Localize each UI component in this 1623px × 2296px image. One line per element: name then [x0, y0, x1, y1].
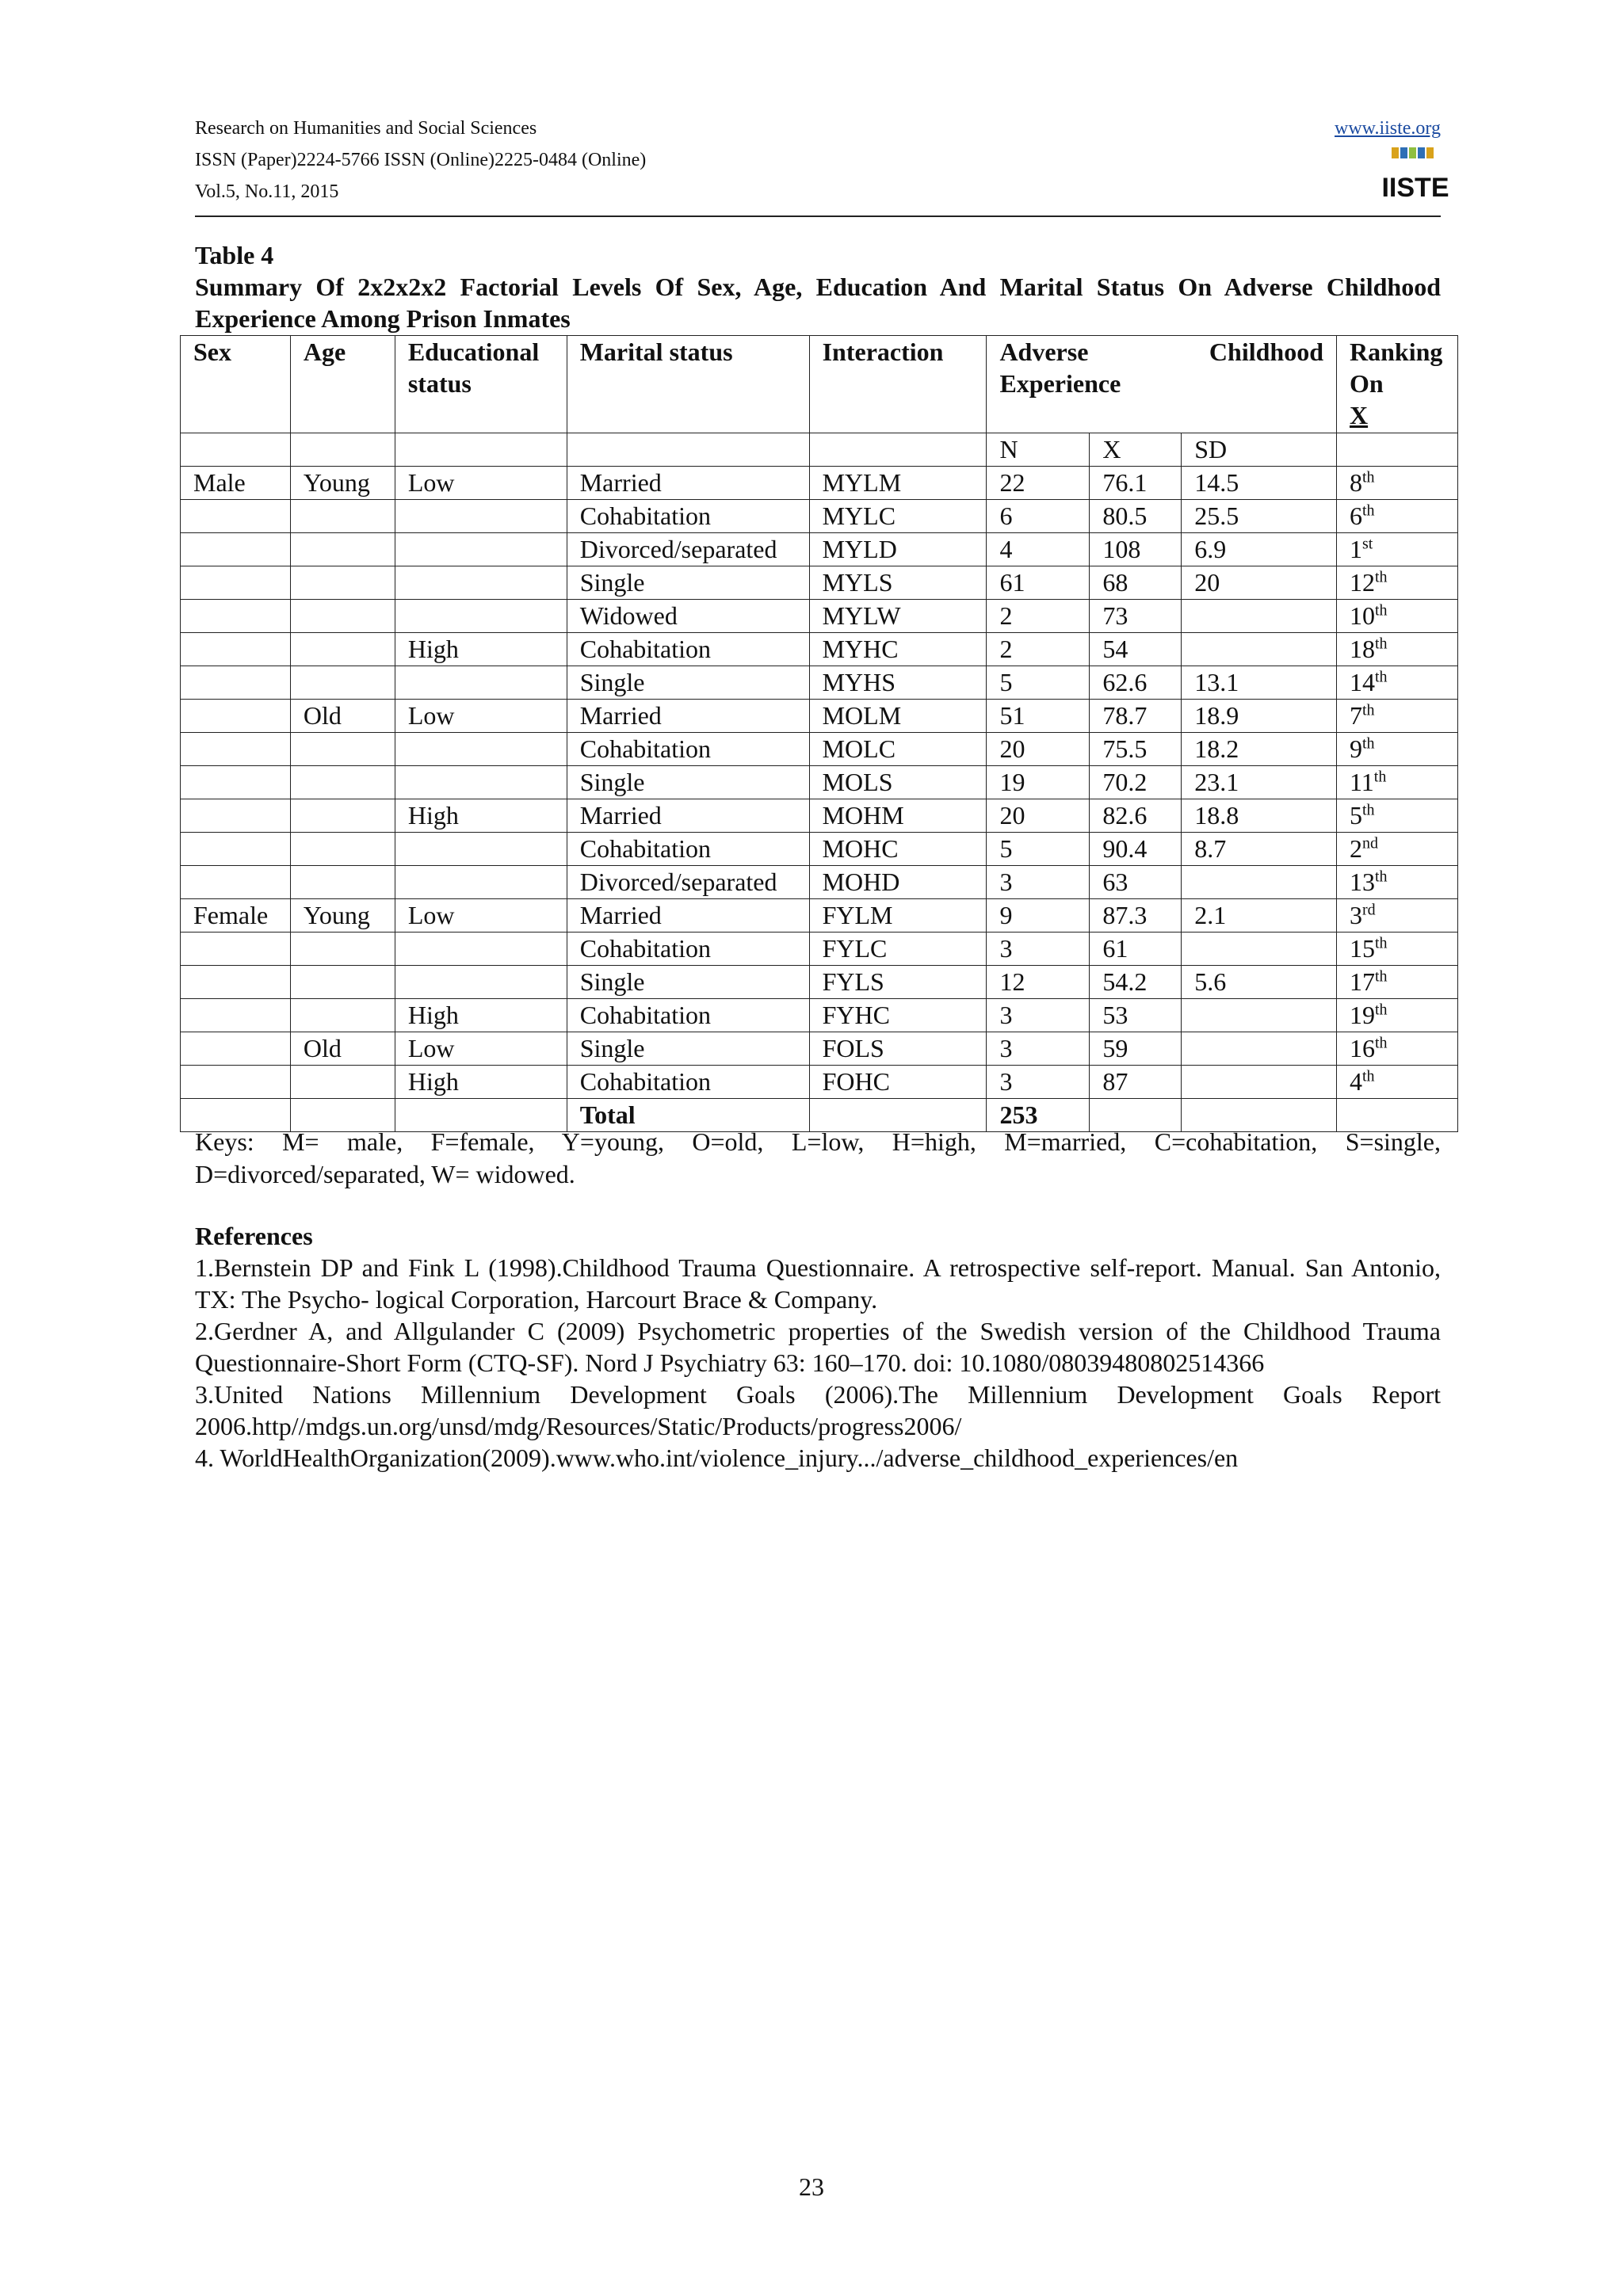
rank-suffix: th [1373, 768, 1387, 786]
cell-rank [1336, 1032, 1457, 1066]
rank-suffix: th [1361, 1067, 1375, 1085]
table-row [181, 799, 1458, 833]
cell-marital: Single [567, 1032, 809, 1066]
header-experience-word: Experience [999, 369, 1121, 398]
cell-marital: Single [567, 566, 809, 600]
reference-item: 3.United Nations Millennium Development Goals (2006).The Millennium Development Goals Report 2006.http//mdgs.un.org/unsd/mdg/Resources/Static/Products/progress2006/ [195, 1380, 1441, 1440]
cell-age [290, 933, 395, 966]
rank-number: 8 [1349, 468, 1362, 497]
cell-age [290, 566, 395, 600]
cell-sex [181, 700, 291, 733]
header-ranking-xbar: X [1349, 401, 1369, 429]
rank-number: 13 [1349, 868, 1375, 896]
cell-mean: 61 [1090, 933, 1182, 966]
header-age: Age [290, 336, 395, 433]
cell-education [395, 533, 567, 566]
cell-mean: 59 [1090, 1032, 1182, 1066]
table-row [181, 866, 1458, 899]
cell-n: 4 [987, 533, 1090, 566]
cell-marital: Married [567, 799, 809, 833]
cell-age [290, 999, 395, 1032]
cell-sex [181, 500, 291, 533]
cell-education [395, 966, 567, 999]
cell-mean: 80.5 [1090, 500, 1182, 533]
cell-n: 3 [987, 1066, 1090, 1099]
table-row [181, 733, 1458, 766]
cell-mean: 78.7 [1090, 700, 1182, 733]
table-keys: Keys: M= male, F=female, Y=young, O=old, L=low, H=high, M=married, C=cohabitation, S=single, D=divorced/separated, W= widowed. [195, 1127, 1441, 1188]
cell-interaction: FYLC [809, 933, 987, 966]
cell-sd [1182, 600, 1337, 633]
cell-age [290, 533, 395, 566]
cell-sex [181, 1032, 291, 1066]
cell-sex [181, 933, 291, 966]
cell-mean: 82.6 [1090, 799, 1182, 833]
cell-sex [181, 566, 291, 600]
volume-line: Vol.5, No.11, 2015 [195, 181, 339, 202]
cell-interaction: FOHC [809, 1066, 987, 1099]
cell-marital: Divorced/separated [567, 866, 809, 899]
rank-suffix: th [1374, 568, 1388, 586]
cell-education [395, 600, 567, 633]
cell-mean: 68 [1090, 566, 1182, 600]
cell-mean: 53 [1090, 999, 1182, 1032]
references-title: References [195, 1222, 313, 1250]
references-section [195, 1220, 1441, 1474]
cell-n: 20 [987, 799, 1090, 833]
cell-sd: 20 [1182, 566, 1337, 600]
cell-sd [1182, 1066, 1337, 1099]
cell-education [395, 500, 567, 533]
table-row [181, 899, 1458, 933]
cell-age [290, 966, 395, 999]
cell-education: High [395, 799, 567, 833]
subheader-x: X [1090, 433, 1182, 467]
cell-age [290, 666, 395, 700]
rank-number: 5 [1349, 801, 1362, 830]
cell-sd: 5.6 [1182, 966, 1337, 999]
cell-n: 5 [987, 833, 1090, 866]
cell-marital: Widowed [567, 600, 809, 633]
cell-sex [181, 833, 291, 866]
cell-sd: 8.7 [1182, 833, 1337, 866]
cell-sd [1182, 866, 1337, 899]
cell-sex [181, 766, 291, 799]
cell-interaction: MOLS [809, 766, 987, 799]
cell-sex [181, 600, 291, 633]
cell-age [290, 866, 395, 899]
header-childhood-word: Childhood [1209, 338, 1323, 366]
cell-education [395, 666, 567, 700]
journal-url-link[interactable]: www.iiste.org [1335, 118, 1441, 139]
rank-suffix: rd [1361, 901, 1376, 919]
table-row [181, 500, 1458, 533]
cell-rank [1336, 899, 1457, 933]
cell-age: Old [290, 1032, 395, 1066]
cell-mean: 63 [1090, 866, 1182, 899]
header-ranking [1336, 336, 1457, 433]
cell-interaction: MYHS [809, 666, 987, 700]
rank-suffix: th [1361, 701, 1375, 719]
cell-interaction: MYHC [809, 633, 987, 666]
cell-sex [181, 666, 291, 700]
table-row [181, 966, 1458, 999]
cell-rank [1336, 799, 1457, 833]
table-header-row [181, 336, 1458, 433]
cell-education [395, 833, 567, 866]
cell-rank [1336, 1066, 1457, 1099]
cell-n: 12 [987, 966, 1090, 999]
rank-suffix: th [1374, 934, 1388, 952]
ace-summary-table [180, 335, 1458, 1132]
cell-sd [1182, 1032, 1337, 1066]
cell-n: 3 [987, 1032, 1090, 1066]
cell-n: 61 [987, 566, 1090, 600]
cell-sex [181, 999, 291, 1032]
cell-n: 3 [987, 999, 1090, 1032]
cell-sd [1182, 633, 1337, 666]
table-row [181, 600, 1458, 633]
cell-rank [1336, 566, 1457, 600]
issn-line: ISSN (Paper)2224-5766 ISSN (Online)2225-0484 (Online) [195, 150, 647, 170]
cell-sex [181, 533, 291, 566]
header-sex: Sex [181, 336, 291, 433]
cell-n: 3 [987, 933, 1090, 966]
cell-interaction: MYLS [809, 566, 987, 600]
rank-suffix: th [1361, 801, 1375, 819]
cell-interaction: MOHC [809, 833, 987, 866]
cell-education: Low [395, 899, 567, 933]
cell-marital: Divorced/separated [567, 533, 809, 566]
rank-suffix: th [1374, 1034, 1388, 1052]
cell-rank [1336, 500, 1457, 533]
rank-number: 2 [1349, 834, 1362, 863]
cell-rank [1336, 467, 1457, 500]
cell-mean: 62.6 [1090, 666, 1182, 700]
cell-age [290, 633, 395, 666]
cell-education: Low [395, 1032, 567, 1066]
cell-sex [181, 1066, 291, 1099]
cell-mean: 87 [1090, 1066, 1182, 1099]
cell-n: 20 [987, 733, 1090, 766]
cell-education [395, 566, 567, 600]
table-label: Table 4 [195, 241, 274, 269]
reference-item: 1.Bernstein DP and Fink L (1998).Childhood Trauma Questionnaire. A retrospective self-report. Manual. San Antonio, TX: The Psycho- logical Corporation, Harcourt Brace & Company. [195, 1253, 1441, 1314]
cell-mean: 87.3 [1090, 899, 1182, 933]
table-row [181, 1066, 1458, 1099]
cell-age: Old [290, 700, 395, 733]
rank-suffix: th [1374, 1001, 1388, 1019]
header-ranking-line1: Ranking [1349, 338, 1443, 366]
cell-n: 2 [987, 633, 1090, 666]
cell-n: 9 [987, 899, 1090, 933]
cell-mean: 54.2 [1090, 966, 1182, 999]
cell-education [395, 933, 567, 966]
cell-interaction: MYLD [809, 533, 987, 566]
table-row [181, 933, 1458, 966]
cell-mean: 108 [1090, 533, 1182, 566]
header-education-line2: status [407, 369, 472, 398]
rank-number: 10 [1349, 601, 1375, 630]
table-row [181, 467, 1458, 500]
table-row [181, 833, 1458, 866]
table-row [181, 700, 1458, 733]
rank-suffix: nd [1361, 834, 1378, 852]
cell-rank [1336, 666, 1457, 700]
cell-sd: 18.9 [1182, 700, 1337, 733]
rank-number: 17 [1349, 967, 1375, 996]
subheader-n: N [987, 433, 1090, 467]
cell-interaction: MYLC [809, 500, 987, 533]
rank-number: 14 [1349, 668, 1375, 696]
total-label: Total [567, 1099, 809, 1132]
cell-n: 22 [987, 467, 1090, 500]
cell-marital: Married [567, 899, 809, 933]
cell-age [290, 1066, 395, 1099]
cell-age [290, 799, 395, 833]
cell-sd: 23.1 [1182, 766, 1337, 799]
cell-age [290, 600, 395, 633]
cell-mean: 90.4 [1090, 833, 1182, 866]
cell-interaction: MOHD [809, 866, 987, 899]
cell-sex: Male [181, 467, 291, 500]
cell-mean: 73 [1090, 600, 1182, 633]
cell-rank [1336, 533, 1457, 566]
header-interaction: Interaction [809, 336, 987, 433]
cell-interaction: FYLS [809, 966, 987, 999]
cell-sd [1182, 999, 1337, 1032]
table-caption [195, 239, 1441, 334]
cell-rank [1336, 866, 1457, 899]
cell-education [395, 866, 567, 899]
cell-sex [181, 966, 291, 999]
rank-number: 19 [1349, 1001, 1375, 1029]
journal-title: Research on Humanities and Social Sciences [195, 118, 537, 139]
table-title: Summary Of 2x2x2x2 Factorial Levels Of Sex, Age, Education And Marital Status On Adverse Childhood Experience Among Prison Inmates [195, 273, 1441, 333]
cell-mean: 54 [1090, 633, 1182, 666]
logo-text: IISTE [1381, 173, 1449, 203]
reference-item: 2.Gerdner A, and Allgulander C (2009) Psychometric properties of the Swedish version of the Childhood Trauma Questionnaire-Short Form (CTQ-SF). Nord J Psychiatry 63: 160–170. doi: 10.1080/08039480802514366 [195, 1317, 1441, 1377]
cell-marital: Cohabitation [567, 633, 809, 666]
cell-rank [1336, 966, 1457, 999]
cell-education: Low [395, 467, 567, 500]
cell-marital: Single [567, 766, 809, 799]
cell-marital: Single [567, 966, 809, 999]
cell-sd: 14.5 [1182, 467, 1337, 500]
cell-marital: Cohabitation [567, 500, 809, 533]
cell-marital: Married [567, 700, 809, 733]
rank-number: 3 [1349, 901, 1362, 929]
cell-marital: Cohabitation [567, 733, 809, 766]
cell-n: 19 [987, 766, 1090, 799]
cell-mean: 70.2 [1090, 766, 1182, 799]
rank-suffix: st [1361, 535, 1373, 553]
cell-interaction: FOLS [809, 1032, 987, 1066]
table-row [181, 666, 1458, 700]
cell-sd: 18.8 [1182, 799, 1337, 833]
rank-suffix: th [1361, 502, 1375, 520]
cell-marital: Cohabitation [567, 933, 809, 966]
cell-education [395, 766, 567, 799]
table-row [181, 633, 1458, 666]
cell-sd: 2.1 [1182, 899, 1337, 933]
cell-sd: 18.2 [1182, 733, 1337, 766]
cell-age: Young [290, 467, 395, 500]
rank-number: 7 [1349, 701, 1362, 730]
cell-interaction: MYLW [809, 600, 987, 633]
cell-n: 6 [987, 500, 1090, 533]
cell-interaction: MOLM [809, 700, 987, 733]
cell-rank [1336, 833, 1457, 866]
cell-age [290, 733, 395, 766]
header-ranking-line2: On [1349, 369, 1384, 398]
rank-number: 9 [1349, 734, 1362, 763]
cell-sd [1182, 933, 1337, 966]
cell-education: Low [395, 700, 567, 733]
cell-n: 5 [987, 666, 1090, 700]
cell-interaction: FYLM [809, 899, 987, 933]
subheader-sd: SD [1182, 433, 1337, 467]
table-row [181, 533, 1458, 566]
cell-rank [1336, 600, 1457, 633]
cell-n: 51 [987, 700, 1090, 733]
cell-sex [181, 733, 291, 766]
cell-rank [1336, 700, 1457, 733]
cell-marital: Cohabitation [567, 833, 809, 866]
rank-suffix: th [1361, 734, 1375, 753]
cell-age: Young [290, 899, 395, 933]
cell-interaction: MYLM [809, 467, 987, 500]
cell-sd: 13.1 [1182, 666, 1337, 700]
rank-suffix: th [1374, 668, 1388, 686]
cell-mean: 75.5 [1090, 733, 1182, 766]
total-n: 253 [987, 1099, 1090, 1132]
header-adverse-experience [987, 336, 1337, 433]
rank-suffix: th [1374, 868, 1388, 886]
cell-rank [1336, 633, 1457, 666]
rank-number: 4 [1349, 1067, 1362, 1096]
cell-rank [1336, 999, 1457, 1032]
cell-sex [181, 633, 291, 666]
cell-marital: Married [567, 467, 809, 500]
cell-age [290, 833, 395, 866]
cell-education: High [395, 633, 567, 666]
page-header [195, 113, 1449, 215]
page-number: 23 [799, 2172, 824, 2201]
header-divider [195, 215, 1441, 217]
table-subheader-row [181, 433, 1458, 467]
header-education-line1: Educational [407, 338, 540, 366]
cell-rank [1336, 933, 1457, 966]
header-education [395, 336, 567, 433]
cell-mean: 76.1 [1090, 467, 1182, 500]
table-row [181, 566, 1458, 600]
cell-education: High [395, 999, 567, 1032]
cell-education: High [395, 1066, 567, 1099]
rank-number: 11 [1349, 768, 1374, 796]
cell-rank [1336, 733, 1457, 766]
table-row [181, 999, 1458, 1032]
header-adverse-word: Adverse [999, 338, 1089, 366]
iiste-logo [1381, 146, 1449, 206]
table-row [181, 1032, 1458, 1066]
cell-n: 3 [987, 866, 1090, 899]
cell-interaction: MOLC [809, 733, 987, 766]
cell-sd: 6.9 [1182, 533, 1337, 566]
cell-rank [1336, 766, 1457, 799]
cell-interaction: MOHM [809, 799, 987, 833]
header-marital: Marital status [567, 336, 809, 433]
cell-n: 2 [987, 600, 1090, 633]
cell-marital: Cohabitation [567, 999, 809, 1032]
rank-number: 6 [1349, 502, 1362, 530]
cell-sd: 25.5 [1182, 500, 1337, 533]
rank-suffix: th [1374, 601, 1388, 620]
rank-number: 12 [1349, 568, 1375, 597]
rank-number: 15 [1349, 934, 1375, 963]
cell-sex [181, 866, 291, 899]
rank-suffix: th [1361, 468, 1375, 486]
cell-interaction: FYHC [809, 999, 987, 1032]
reference-item: 4. WorldHealthOrganization(2009).www.who.int/violence_injury.../adverse_childhood_experiences/en [195, 1444, 1239, 1472]
cell-age [290, 500, 395, 533]
rank-number: 16 [1349, 1034, 1375, 1062]
cell-age [290, 766, 395, 799]
rank-suffix: th [1374, 967, 1388, 986]
cell-education [395, 733, 567, 766]
cell-marital: Single [567, 666, 809, 700]
table-row [181, 766, 1458, 799]
rank-suffix: th [1374, 635, 1388, 653]
cell-marital: Cohabitation [567, 1066, 809, 1099]
cell-sex: Female [181, 899, 291, 933]
rank-number: 1 [1349, 535, 1362, 563]
cell-sex [181, 799, 291, 833]
rank-number: 18 [1349, 635, 1375, 663]
